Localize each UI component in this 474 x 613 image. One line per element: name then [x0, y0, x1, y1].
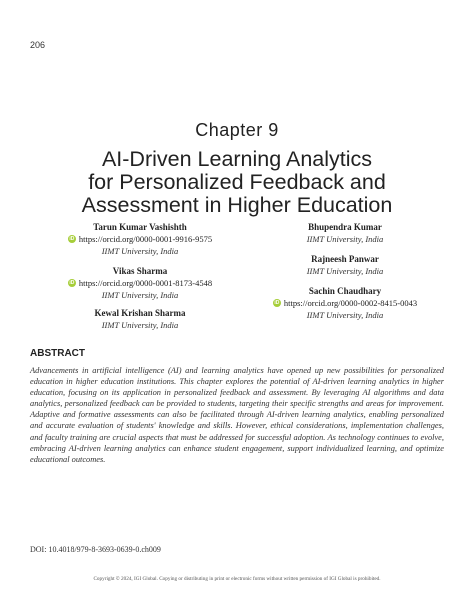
author-block [245, 222, 445, 245]
author-block [40, 308, 240, 331]
author-block [40, 266, 240, 301]
chapter-label: Chapter 9 [195, 120, 279, 140]
author-name: Sachin Chaudhary [308, 286, 382, 296]
author-affiliation: IIMT University, India [306, 234, 384, 244]
author-name: Bhupendra Kumar [308, 222, 382, 232]
abstract-body: Advancements in artificial intelligence (AI) and learning analytics have opened up new possibilities for personalized education in higher education institutions. This chapter explores the potential of AI-driven learning analytics in higher education, focusing on its application in personalized feedback and assessment. By leveraging AI algorithms and data analytics, personalized feedback can be provided to students, targeting their specific strengths and areas for improvement. Adaptive and formative assessments can also be facilitated through AI-driven learning analytics, enabling personalized and accurate evaluation of students' knowledge and skills. However, ethical considerations, implementation challenges, and faculty training are crucial aspects that must be addressed for successful adoption. As technology continues to evolve, embracing AI-driven learning analytics can enhance student engagement, support individualized learning, and optimize educational outcomes. [30, 366, 444, 464]
author-name: Rajneesh Panwar [311, 254, 379, 264]
author-affiliation: IIMT University, India [101, 320, 179, 330]
abstract-heading: ABSTRACT [30, 348, 85, 359]
author-affiliation: IIMT University, India [101, 290, 179, 300]
orcid-link[interactable]: https://orcid.org/0000-0001-8173-4548 [78, 278, 213, 288]
author-affiliation: IIMT University, India [306, 266, 384, 276]
author-orcid[interactable] [40, 233, 240, 245]
author-name: Vikas Sharma [112, 266, 168, 276]
author-block [245, 286, 445, 321]
author-block [40, 222, 240, 257]
chapter-title-line-3: Assessment in Higher Education [81, 193, 393, 217]
orcid-link[interactable]: https://orcid.org/0000-0002-8415-0043 [283, 298, 418, 308]
chapter-title [20, 148, 454, 217]
orcid-icon: iD [69, 280, 75, 286]
author-affiliation: IIMT University, India [306, 310, 384, 320]
copyright-notice: Copyright © 2024, IGI Global. Copying or distributing in print or electronic forms without written permission of IGI Global is prohibited. [93, 576, 381, 582]
doi: DOI: 10.4018/979-8-3693-0639-0.ch009 [30, 545, 161, 554]
author-name: Kewal Krishan Sharma [94, 308, 186, 318]
chapter-title-line-1: AI-Driven Learning Analytics [101, 147, 373, 171]
chapter-title-line-2: for Personalized Feedback and [88, 170, 386, 194]
orcid-link[interactable]: https://orcid.org/0000-0001-9916-9575 [78, 234, 213, 244]
author-block [245, 254, 445, 277]
author-orcid[interactable] [40, 277, 240, 289]
author-affiliation: IIMT University, India [101, 246, 179, 256]
orcid-icon: iD [69, 236, 75, 242]
orcid-icon: iD [274, 300, 280, 306]
page-number: 206 [30, 40, 46, 50]
author-orcid[interactable] [245, 297, 445, 309]
author-name: Tarun Kumar Vashishth [93, 222, 187, 232]
